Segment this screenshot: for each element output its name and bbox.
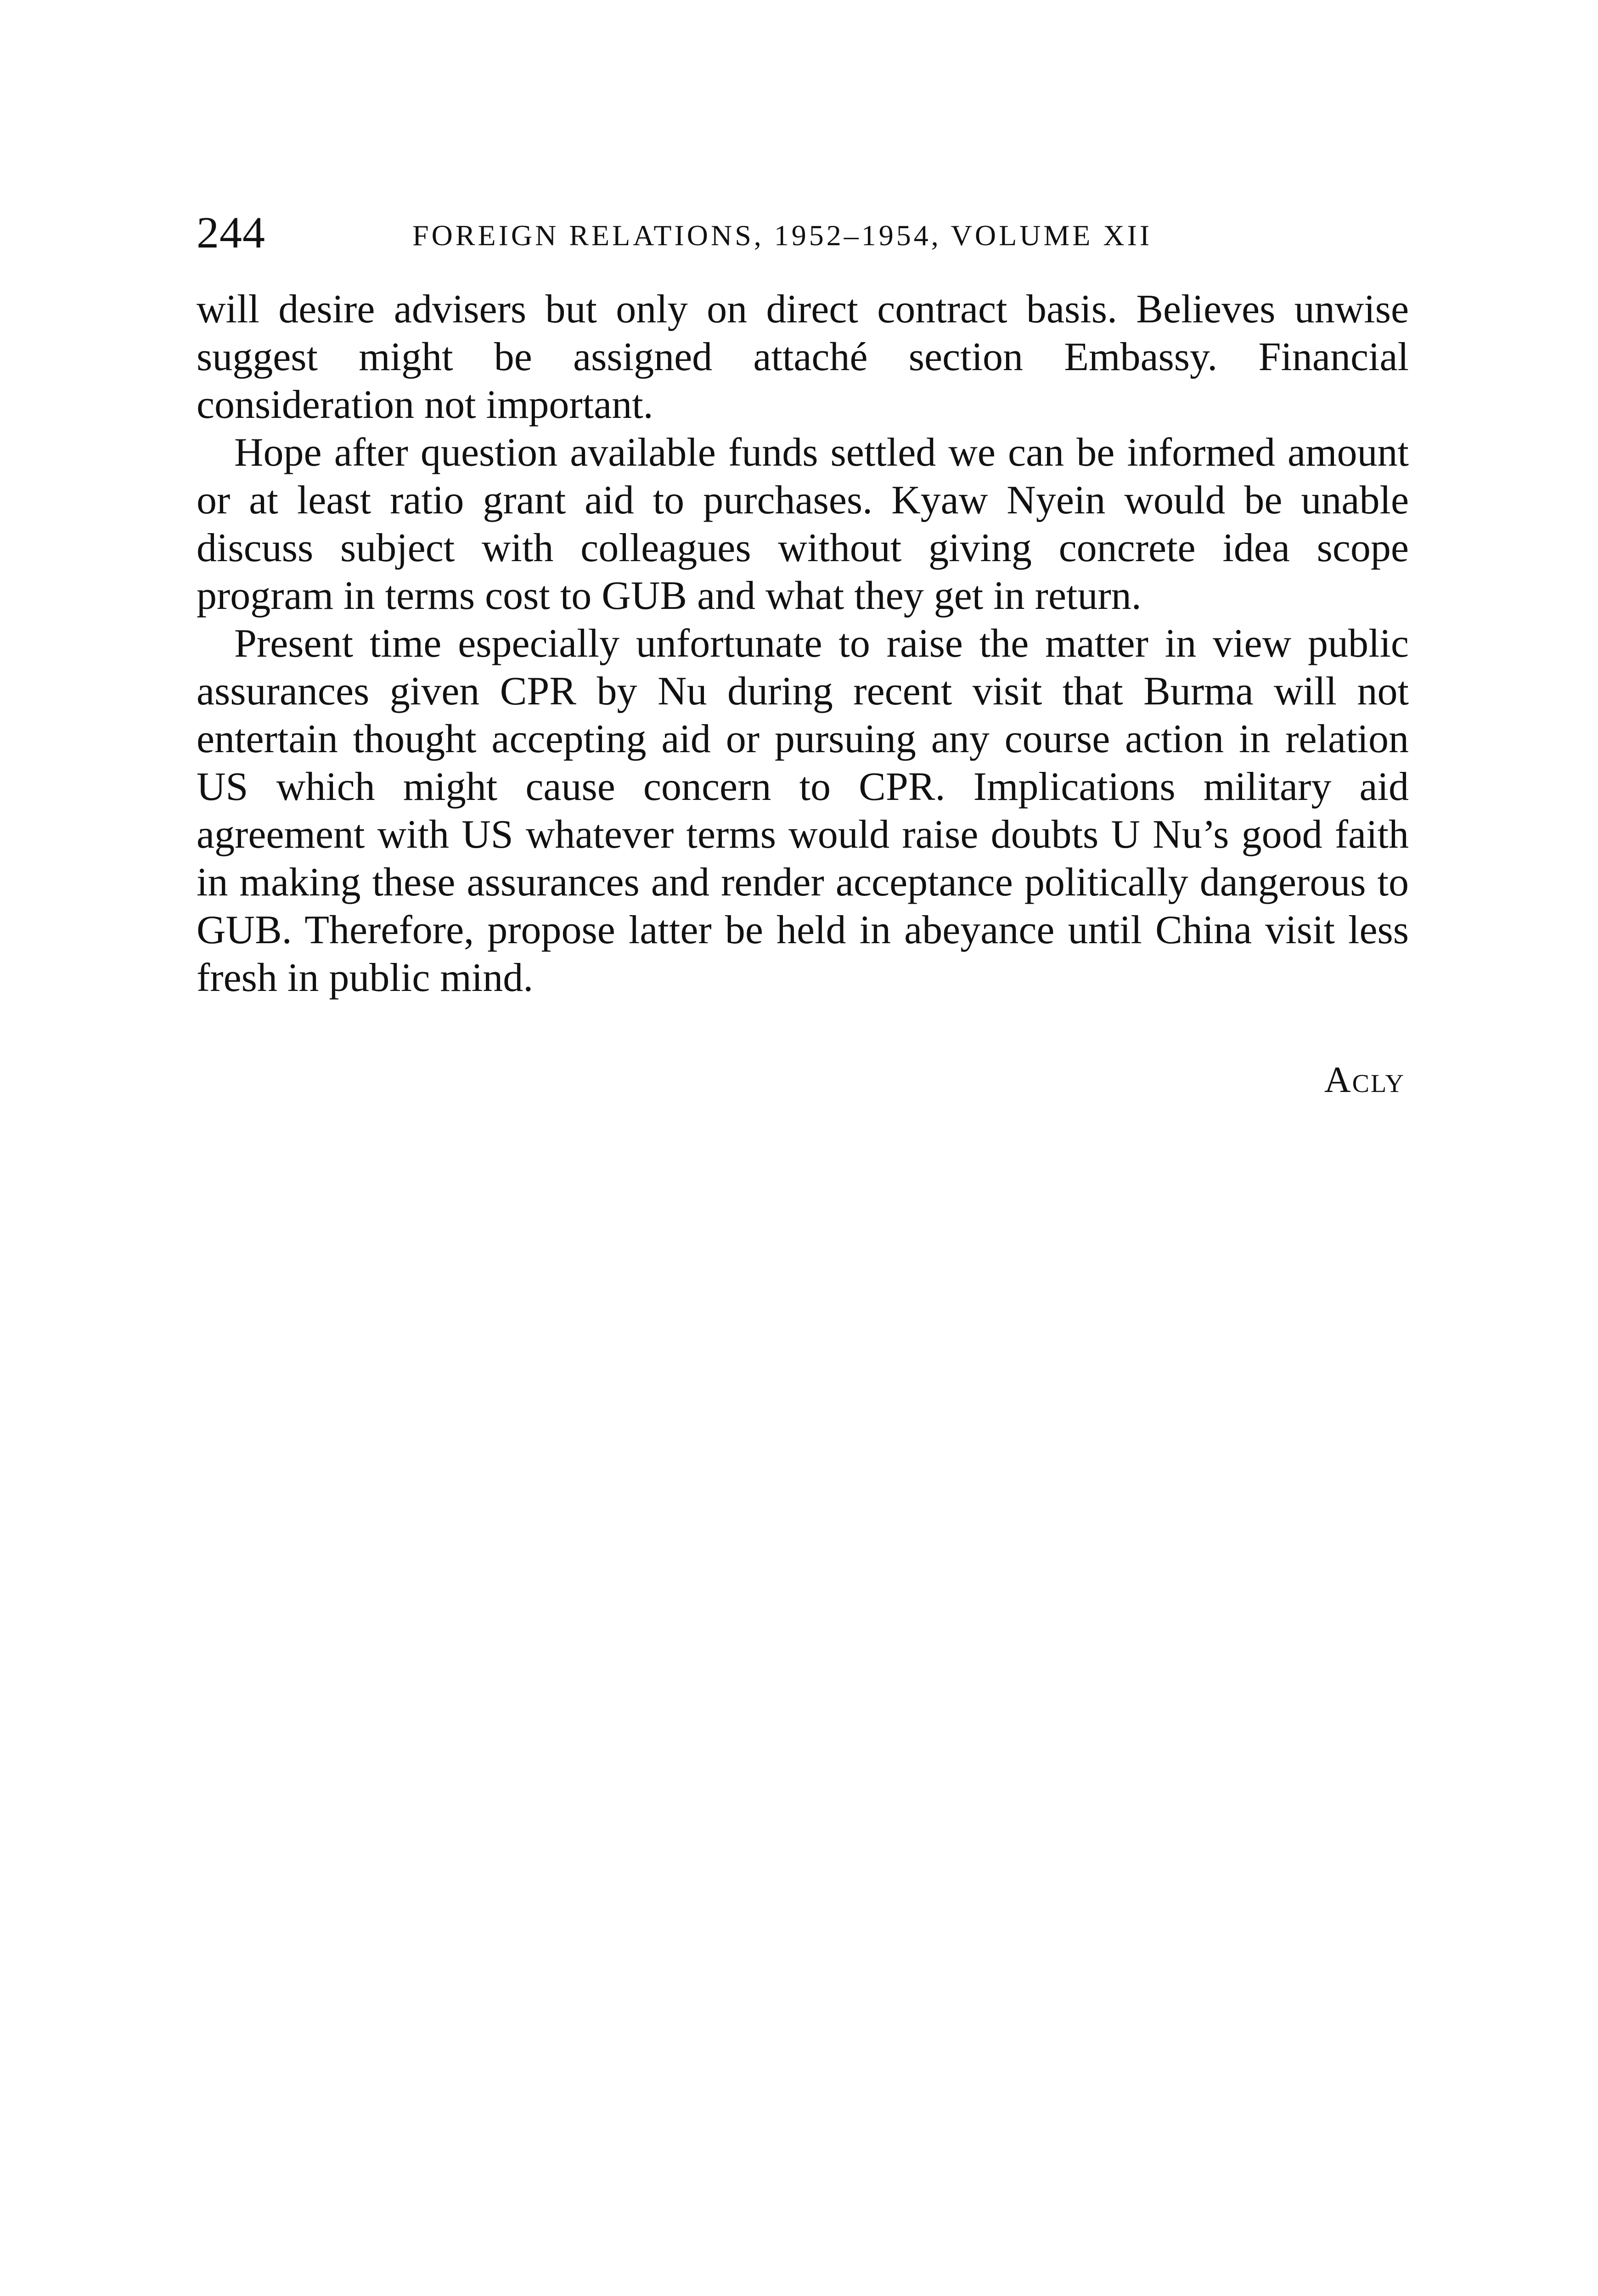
- paragraph-china-visit: Present time especially unfortunate to raise the matter in view public assurances given CPR by Nu during recent visit that Burma will not entertain thought accepting aid or pursuing any course action in relation US which might cause concern to CPR. Implications military aid agreement with US whatever terms would raise doubts U Nu’s good faith in making these assurances and render acceptance politically dangerous to GUB. Therefore, propose latter be held in abeyance until China visit less fresh in public mind.: [197, 621, 1409, 1000]
- running-title: FOREIGN RELATIONS, 1952–1954, VOLUME XII: [412, 219, 1153, 252]
- page-number: 244: [197, 208, 265, 258]
- document-body: [197, 286, 1409, 1002]
- signature: Acly: [1324, 1060, 1405, 1100]
- paragraph-funds: Hope after question available funds settled we can be informed amount or at least ratio grant aid to purchases. Kyaw Nyein would be unable discuss subject with colleagues without giving concrete idea scope program in terms cost to GUB and what they get in return.: [197, 430, 1409, 618]
- running-head: [197, 208, 1409, 258]
- paragraph-continuation: will desire advisers but only on direct contract basis. Believes unwise suggest might be assigned attaché section Embassy. Financial consideration not important.: [197, 287, 1409, 427]
